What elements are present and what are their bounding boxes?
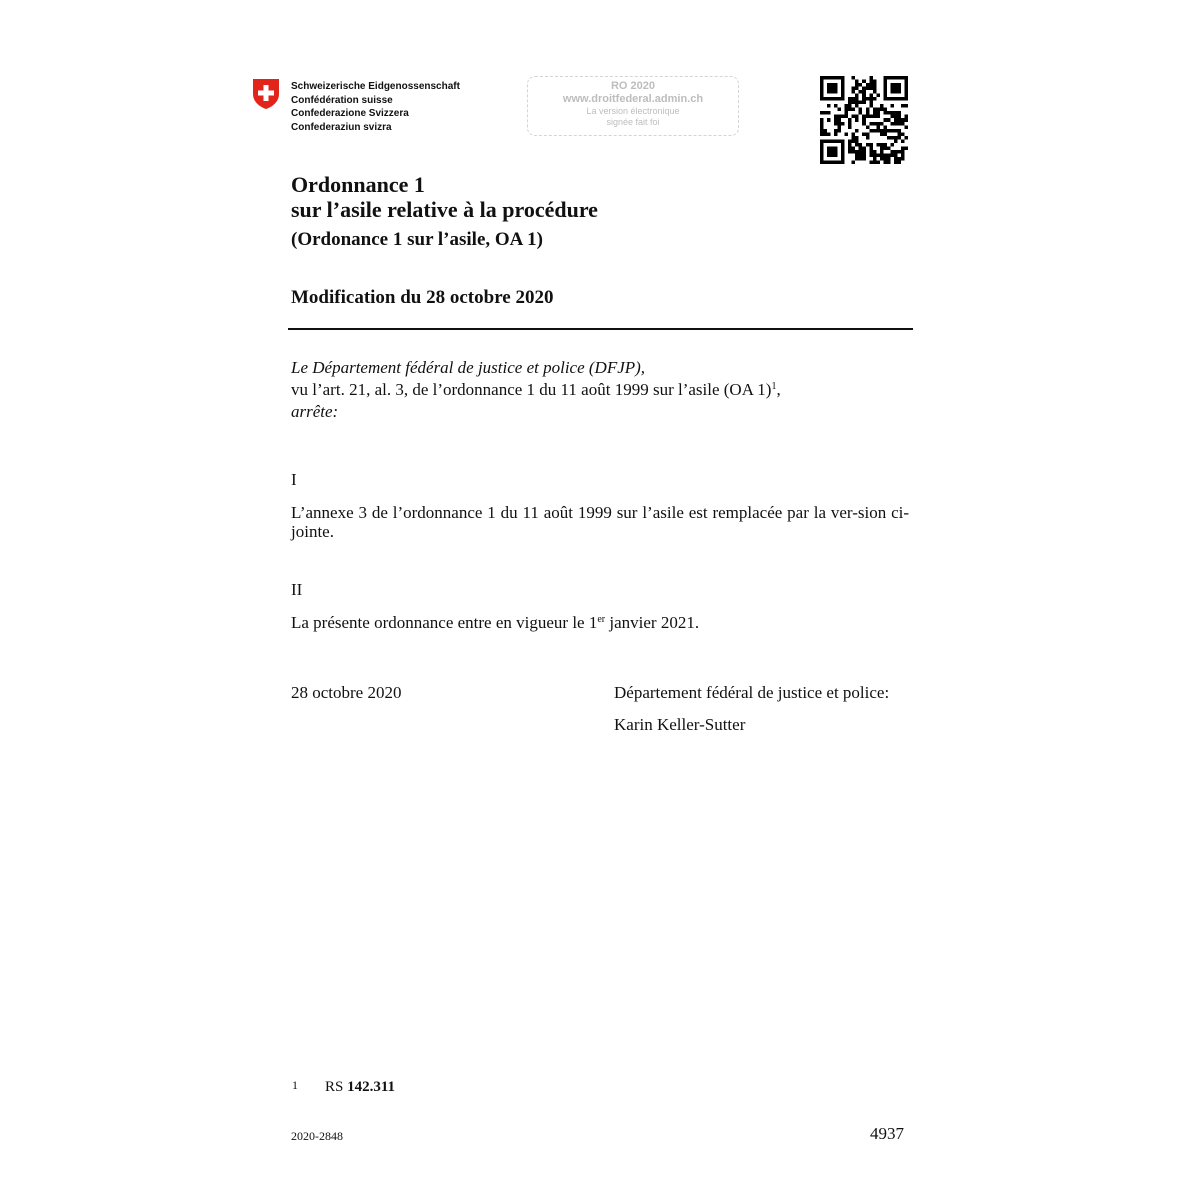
preamble-basis xyxy=(291,379,911,401)
preamble-authority: Le Département fédéral de justice et police (DFJP), xyxy=(291,358,646,377)
footnote-ref: 1 xyxy=(771,381,777,392)
footnote-reference: 142.311 xyxy=(347,1079,396,1095)
stamp-collection: RO 2020 xyxy=(610,80,656,92)
title-divider xyxy=(288,328,913,330)
section-ii-text-end: janvier 2021. xyxy=(605,613,700,632)
stamp-note-line1: La version électronique xyxy=(586,106,680,116)
qr-code-icon xyxy=(820,76,908,164)
preamble-basis-text: vu l’art. 21, al. 3, de l’ordonnance 1 du 11 août 1999 sur l’asile (OA 1) xyxy=(291,380,772,399)
confederation-name-fr: Confédération suisse xyxy=(291,94,393,106)
confederation-name-it: Confederazione Svizzera xyxy=(291,108,409,119)
confederation-names xyxy=(291,80,460,134)
preamble-basis-end: , xyxy=(776,380,781,399)
section-number-i: I xyxy=(291,470,297,489)
section-ii-text-start: La présente ordonnance entre en vigueur le 1 xyxy=(291,613,598,632)
signature-date: 28 octobre 2020 xyxy=(291,683,402,702)
confederation-name-rm: Confederaziun svizra xyxy=(291,121,392,133)
confederation-name-de: Schweizerische Eidgenossenschaft xyxy=(291,81,460,92)
official-publication-stamp xyxy=(527,76,739,136)
stamp-website: www.droitfederal.admin.ch xyxy=(562,93,704,105)
preamble xyxy=(291,357,911,423)
footnote-prefix: RS xyxy=(325,1079,344,1095)
stamp-note-line2: signée fait foi xyxy=(606,117,660,127)
short-title: (Ordonance 1 sur l’asile, OA 1) xyxy=(291,229,543,250)
page-number: 4937 xyxy=(870,1124,904,1143)
modification-date: Modification du 28 octobre 2020 xyxy=(291,287,554,308)
title-line-1: Ordonnance 1 xyxy=(291,172,425,197)
section-i-text: L’annexe 3 de l’ordonnance 1 du 11 août 1999 sur l’asile est remplacée par la ver-sion ci-jointe. xyxy=(291,503,909,541)
document-number: 2020-2848 xyxy=(291,1129,343,1143)
section-number-ii: II xyxy=(291,580,303,599)
signature-department: Département fédéral de justice et police: xyxy=(614,683,890,702)
swiss-cross-logo xyxy=(252,78,280,110)
title-line-2: sur l’asile relative à la procédure xyxy=(291,197,598,222)
ordinal-superscript: er xyxy=(597,614,606,625)
preamble-decree: arrête: xyxy=(291,402,339,421)
footnote-text xyxy=(325,1079,395,1096)
document-title xyxy=(291,172,598,222)
footnote-number: 1 xyxy=(292,1078,298,1092)
signatory-name: Karin Keller-Sutter xyxy=(614,715,746,734)
section-ii-text xyxy=(291,612,911,634)
